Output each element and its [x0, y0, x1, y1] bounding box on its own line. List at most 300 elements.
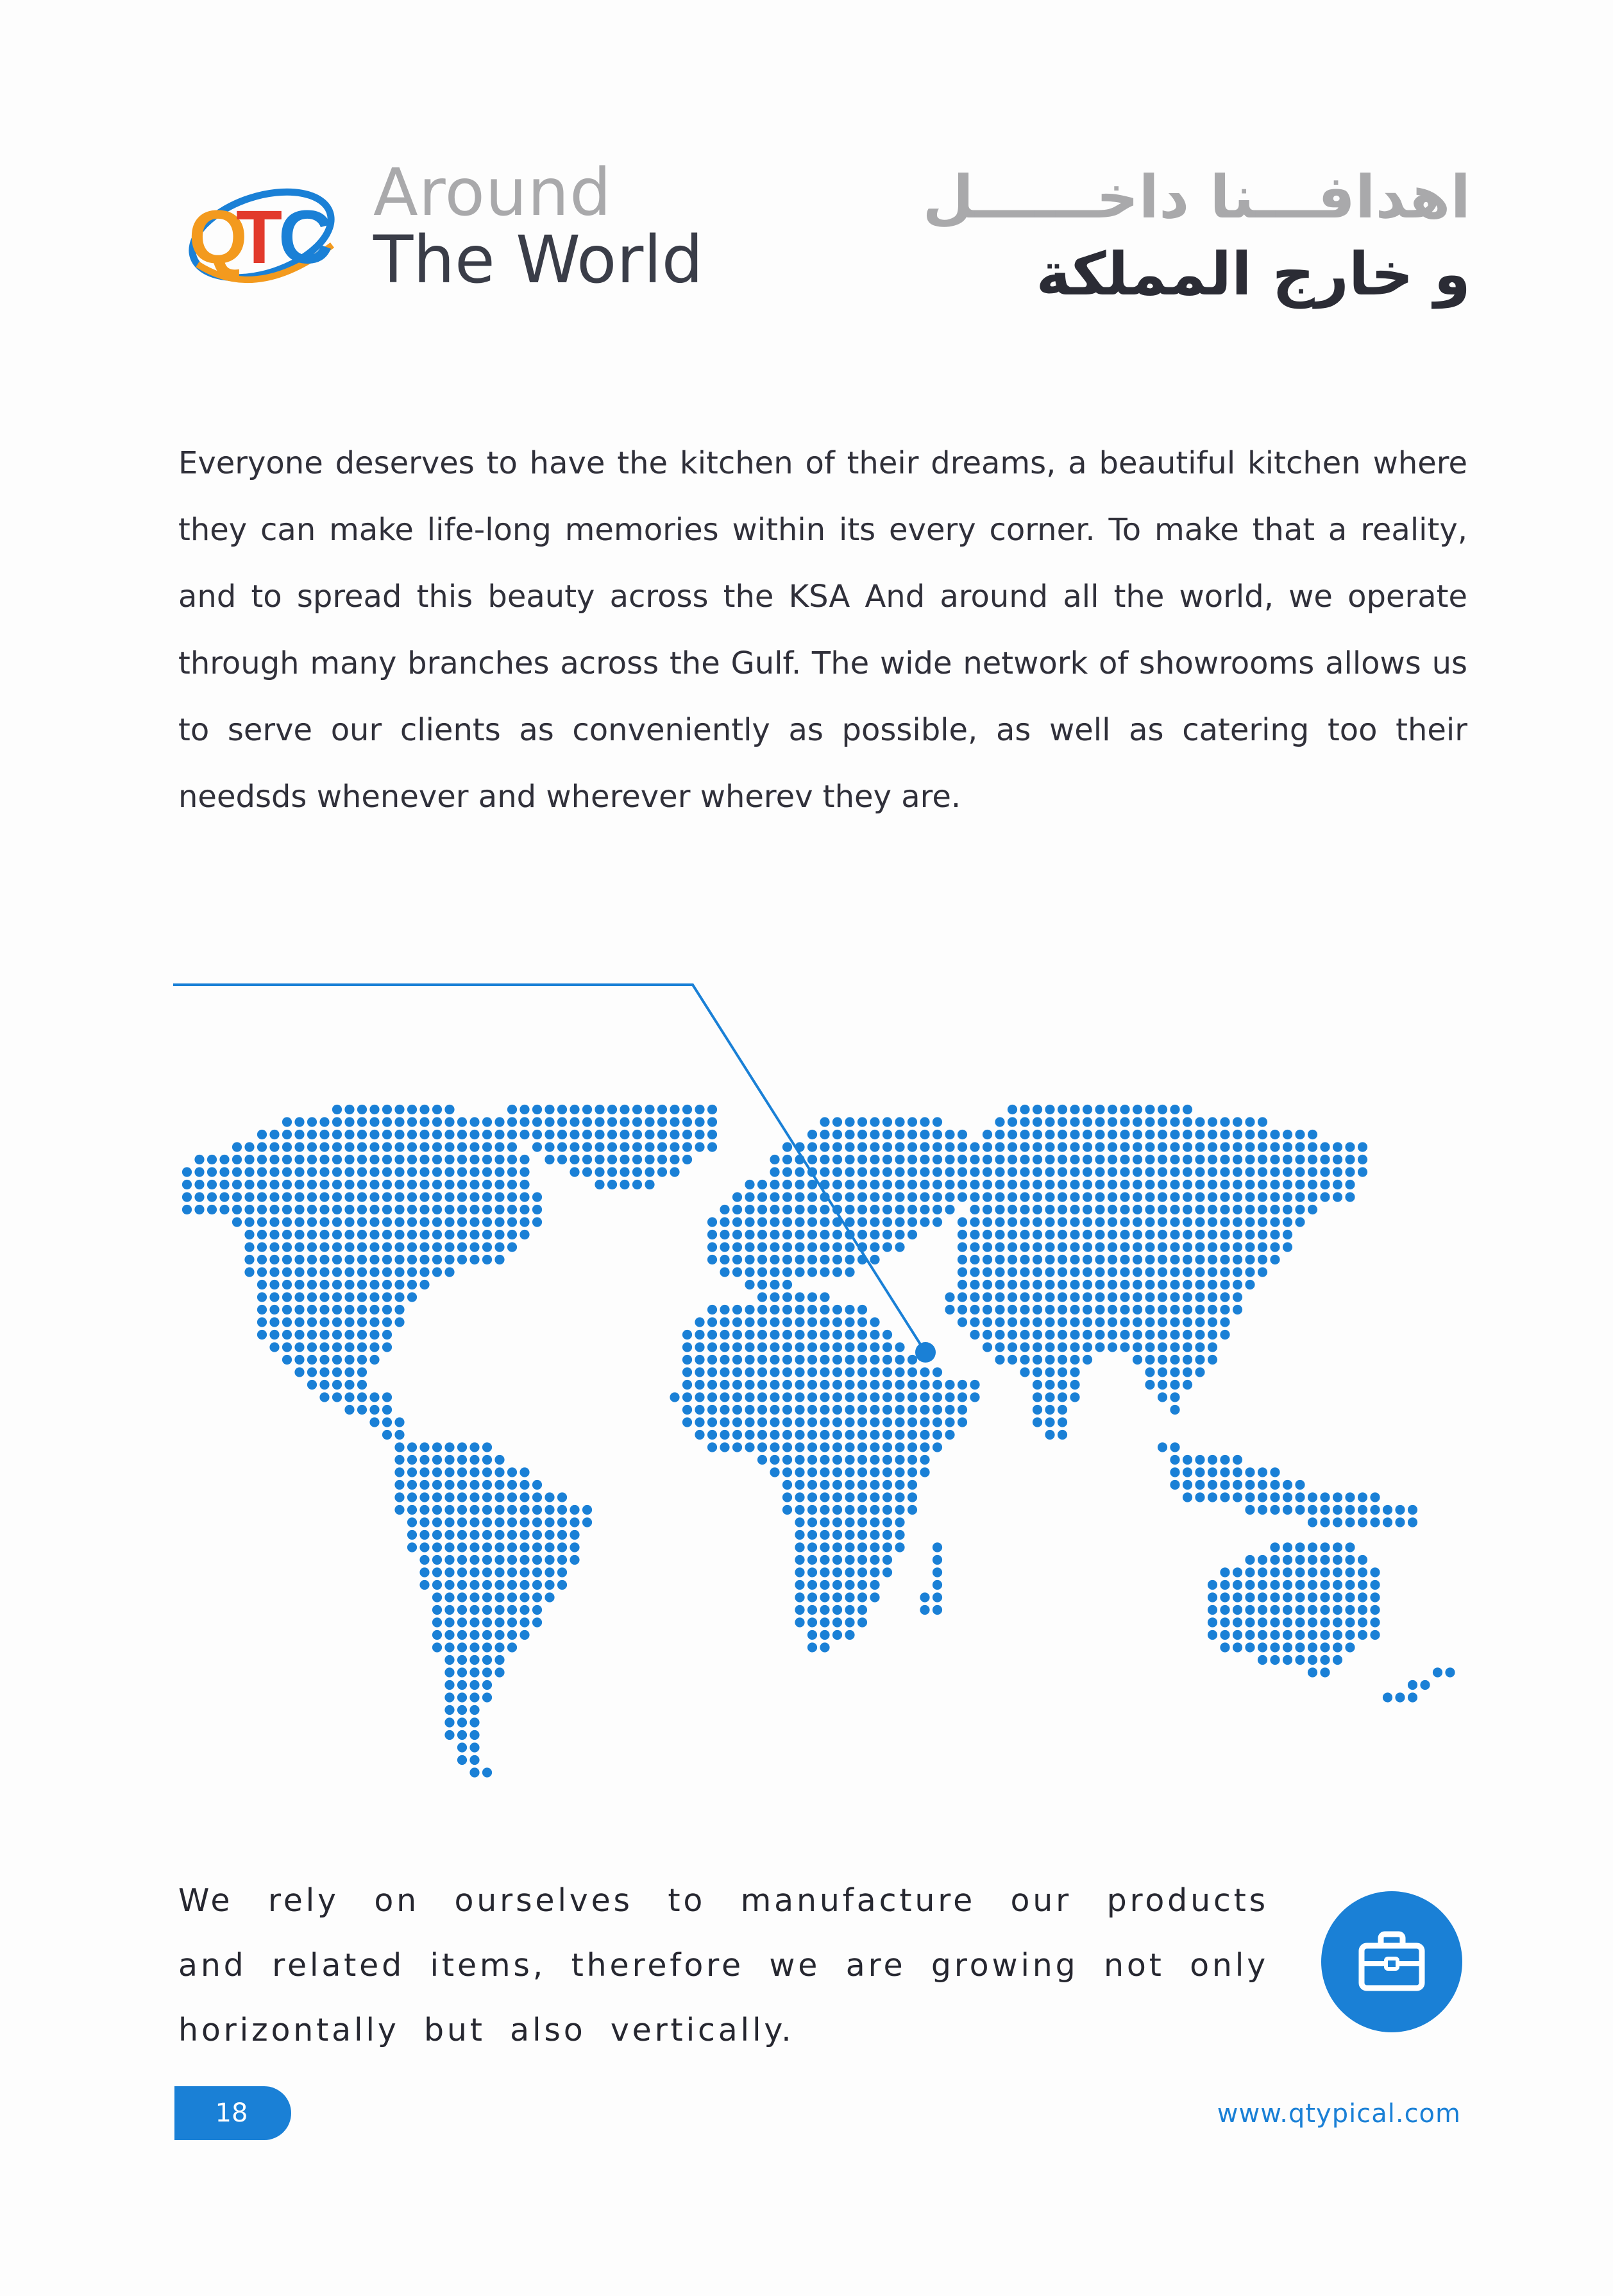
map-dot — [294, 1155, 304, 1164]
map-dot — [857, 1430, 867, 1440]
map-dot — [1095, 1267, 1104, 1277]
map-dot — [332, 1367, 342, 1377]
map-dot — [832, 1605, 842, 1615]
map-dot — [269, 1267, 279, 1277]
map-dot — [1208, 1292, 1217, 1302]
map-dot — [1070, 1292, 1079, 1302]
map-dot — [945, 1205, 954, 1214]
map-dot — [870, 1530, 879, 1540]
map-dot — [1220, 1642, 1229, 1652]
map-dot — [983, 1205, 992, 1214]
map-dot — [545, 1567, 554, 1577]
briefcase-button[interactable] — [1321, 1891, 1462, 2032]
map-dot — [1145, 1380, 1154, 1390]
map-dot — [1083, 1192, 1092, 1202]
map-dot — [807, 1130, 817, 1139]
map-dot — [908, 1367, 917, 1377]
map-dot — [557, 1580, 567, 1590]
map-dot — [307, 1117, 317, 1127]
map-dot — [570, 1105, 579, 1114]
map-dot — [344, 1267, 354, 1277]
map-dot — [920, 1417, 929, 1427]
map-dot — [970, 1180, 979, 1189]
map-dot — [782, 1467, 792, 1477]
map-dot — [1095, 1117, 1104, 1127]
map-dot — [432, 1230, 442, 1239]
map-dot — [1258, 1130, 1267, 1139]
map-dot — [482, 1667, 492, 1677]
map-dot — [657, 1117, 667, 1127]
map-dot — [444, 1680, 454, 1690]
map-dot — [857, 1567, 867, 1577]
map-dot — [632, 1167, 642, 1177]
map-dot — [1008, 1255, 1017, 1264]
map-dot — [1158, 1117, 1167, 1127]
map-dot — [1233, 1180, 1242, 1189]
map-dot — [1058, 1317, 1067, 1327]
map-dot — [745, 1180, 754, 1189]
map-dot — [757, 1205, 767, 1214]
map-dot — [294, 1205, 304, 1214]
map-dot — [1058, 1142, 1067, 1152]
map-dot — [857, 1580, 867, 1590]
map-dot — [332, 1192, 342, 1202]
map-dot — [895, 1480, 904, 1490]
map-dot — [820, 1305, 829, 1314]
map-dot — [832, 1142, 842, 1152]
map-dot — [457, 1455, 467, 1465]
map-dot — [382, 1292, 392, 1302]
map-dot — [482, 1130, 492, 1139]
map-dot — [1070, 1167, 1079, 1177]
map-dot — [469, 1480, 479, 1490]
map-dot — [1120, 1130, 1129, 1139]
map-dot — [1245, 1467, 1254, 1477]
map-dot — [970, 1330, 979, 1339]
map-dot — [432, 1630, 442, 1640]
map-dot — [1220, 1480, 1229, 1490]
map-dot — [682, 1417, 692, 1427]
map-dot — [507, 1555, 517, 1565]
map-dot — [820, 1167, 829, 1177]
map-dot — [895, 1442, 904, 1452]
map-dot — [820, 1330, 829, 1339]
map-dot — [782, 1180, 792, 1189]
map-dot — [432, 1617, 442, 1627]
map-dot — [757, 1192, 767, 1202]
map-dot — [1058, 1217, 1067, 1227]
map-dot — [294, 1242, 304, 1252]
map-dot — [494, 1505, 504, 1515]
map-dot — [707, 1367, 717, 1377]
map-dot — [945, 1130, 954, 1139]
map-dot — [507, 1217, 517, 1227]
map-dot — [1295, 1480, 1305, 1490]
map-dot — [832, 1442, 842, 1452]
map-dot — [1145, 1292, 1154, 1302]
map-dot — [832, 1180, 842, 1189]
map-dot — [432, 1205, 442, 1214]
map-dot — [1308, 1567, 1317, 1577]
map-dot — [269, 1330, 279, 1339]
map-dot — [482, 1617, 492, 1627]
map-dot — [745, 1330, 754, 1339]
map-dot — [1258, 1567, 1267, 1577]
map-dot — [232, 1142, 242, 1152]
map-dot — [507, 1480, 517, 1490]
map-dot — [995, 1242, 1004, 1252]
map-dot — [1058, 1380, 1067, 1390]
map-dot — [1108, 1305, 1117, 1314]
map-dot — [795, 1430, 804, 1440]
map-dot — [807, 1530, 817, 1540]
map-dot — [807, 1605, 817, 1615]
map-dot — [507, 1105, 517, 1114]
map-dot — [620, 1105, 629, 1114]
map-dot — [732, 1430, 742, 1440]
map-dot — [332, 1317, 342, 1327]
map-dot — [995, 1280, 1004, 1289]
map-dot — [519, 1617, 529, 1627]
map-dot — [344, 1330, 354, 1339]
map-dot — [344, 1255, 354, 1264]
map-dot — [369, 1142, 379, 1152]
map-dot — [1170, 1155, 1179, 1164]
map-dot — [770, 1255, 779, 1264]
map-dot — [1233, 1192, 1242, 1202]
map-dot — [419, 1105, 429, 1114]
map-dot — [1208, 1305, 1217, 1314]
map-dot — [1058, 1192, 1067, 1202]
map-dot — [883, 1380, 892, 1390]
map-dot — [1258, 1192, 1267, 1202]
map-dot — [394, 1242, 404, 1252]
map-dot — [294, 1292, 304, 1302]
map-dot — [832, 1317, 842, 1327]
map-dot — [908, 1230, 917, 1239]
map-dot — [970, 1267, 979, 1277]
map-dot — [845, 1392, 854, 1402]
map-dot — [895, 1217, 904, 1227]
map-dot — [444, 1192, 454, 1202]
map-dot — [282, 1155, 292, 1164]
map-dot — [219, 1205, 229, 1214]
map-dot — [632, 1117, 642, 1127]
map-dot — [457, 1742, 467, 1752]
map-dot — [745, 1192, 754, 1202]
map-dot — [532, 1555, 542, 1565]
map-dot — [807, 1567, 817, 1577]
map-dot — [1045, 1130, 1054, 1139]
map-dot — [219, 1167, 229, 1177]
map-dot — [282, 1267, 292, 1277]
map-dot — [1170, 1292, 1179, 1302]
map-dot — [1270, 1167, 1279, 1177]
map-dot — [895, 1155, 904, 1164]
map-dot — [1208, 1342, 1217, 1352]
map-dot — [382, 1180, 392, 1189]
map-dot — [1283, 1492, 1292, 1502]
map-dot — [394, 1442, 404, 1452]
map-dot — [1008, 1105, 1017, 1114]
map-dot — [1145, 1367, 1154, 1377]
map-dot — [745, 1217, 754, 1227]
map-dot — [1083, 1117, 1092, 1127]
map-dot — [219, 1192, 229, 1202]
map-dot — [795, 1230, 804, 1239]
map-dot — [1045, 1230, 1054, 1239]
map-dot — [344, 1292, 354, 1302]
map-dot — [807, 1205, 817, 1214]
map-dot — [908, 1192, 917, 1202]
map-dot — [1170, 1280, 1179, 1289]
map-dot — [720, 1355, 729, 1365]
map-dot — [770, 1180, 779, 1189]
map-dot — [469, 1167, 479, 1177]
map-dot — [1183, 1280, 1192, 1289]
map-dot — [782, 1392, 792, 1402]
map-dot — [519, 1180, 529, 1189]
map-dot — [707, 1317, 717, 1327]
map-dot — [920, 1167, 929, 1177]
map-dot — [1358, 1155, 1367, 1164]
map-dot — [1095, 1330, 1104, 1339]
map-dot — [883, 1230, 892, 1239]
map-dot — [332, 1130, 342, 1139]
map-dot — [1295, 1655, 1305, 1665]
map-dot — [832, 1592, 842, 1602]
map-dot — [857, 1617, 867, 1627]
map-dot — [1045, 1317, 1054, 1327]
map-dot — [757, 1280, 767, 1289]
map-dot — [1383, 1517, 1392, 1527]
map-dot — [1208, 1630, 1217, 1640]
map-dot — [1383, 1505, 1392, 1515]
map-dot — [1033, 1255, 1042, 1264]
map-dot — [269, 1205, 279, 1214]
map-dot — [269, 1167, 279, 1177]
map-dot — [307, 1255, 317, 1264]
map-dot — [933, 1542, 942, 1552]
map-dot — [657, 1155, 667, 1164]
map-dot — [1408, 1680, 1417, 1690]
map-dot — [682, 1355, 692, 1365]
map-dot — [469, 1767, 479, 1777]
map-dot — [332, 1205, 342, 1214]
map-dot — [1070, 1267, 1079, 1277]
map-dot — [419, 1505, 429, 1515]
map-dot — [319, 1255, 329, 1264]
map-dot — [1358, 1555, 1367, 1565]
map-dot — [570, 1555, 579, 1565]
map-dot — [1283, 1242, 1292, 1252]
map-dot — [807, 1617, 817, 1627]
map-dot — [469, 1567, 479, 1577]
map-dot — [883, 1405, 892, 1415]
map-dot — [1320, 1167, 1330, 1177]
map-dot — [532, 1192, 542, 1202]
map-dot — [319, 1117, 329, 1127]
map-dot — [983, 1155, 992, 1164]
map-dot — [807, 1192, 817, 1202]
map-dot — [1233, 1630, 1242, 1640]
map-dot — [757, 1317, 767, 1327]
map-dot — [1158, 1355, 1167, 1365]
map-dot — [695, 1142, 704, 1152]
map-dot — [532, 1605, 542, 1615]
map-dot — [757, 1230, 767, 1239]
map-dot — [832, 1230, 842, 1239]
map-dot — [695, 1355, 704, 1365]
map-dot — [1133, 1130, 1142, 1139]
map-dot — [532, 1217, 542, 1227]
map-dot — [407, 1217, 417, 1227]
map-dot — [920, 1142, 929, 1152]
map-dot — [870, 1505, 879, 1515]
map-dot — [1333, 1605, 1342, 1615]
map-dot — [1070, 1180, 1079, 1189]
map-dot — [494, 1180, 504, 1189]
map-dot — [782, 1167, 792, 1177]
map-dot — [432, 1480, 442, 1490]
map-dot — [857, 1205, 867, 1214]
map-dot — [507, 1592, 517, 1602]
map-dot — [369, 1105, 379, 1114]
map-dot — [532, 1130, 542, 1139]
map-dot — [1195, 1342, 1204, 1352]
map-dot — [845, 1542, 854, 1552]
map-dot — [757, 1305, 767, 1314]
map-dot — [557, 1117, 567, 1127]
map-dot — [1295, 1642, 1305, 1652]
map-dot — [857, 1130, 867, 1139]
map-dot — [832, 1167, 842, 1177]
map-dot — [1395, 1692, 1405, 1702]
map-dot — [519, 1592, 529, 1602]
map-dot — [494, 1117, 504, 1127]
map-dot — [1308, 1667, 1317, 1677]
map-dot — [1120, 1305, 1129, 1314]
map-dot — [507, 1192, 517, 1202]
map-dot — [682, 1405, 692, 1415]
map-dot — [1120, 1205, 1129, 1214]
map-dot — [1033, 1130, 1042, 1139]
map-dot — [1233, 1567, 1242, 1577]
map-dot — [883, 1567, 892, 1577]
map-dot — [845, 1305, 854, 1314]
map-dot — [895, 1242, 904, 1252]
map-dot — [357, 1117, 367, 1127]
map-dot — [870, 1392, 879, 1402]
map-dot — [632, 1130, 642, 1139]
map-dot — [832, 1417, 842, 1427]
map-dot — [469, 1630, 479, 1640]
map-dot — [357, 1167, 367, 1177]
map-dot — [1070, 1355, 1079, 1365]
map-dot — [757, 1242, 767, 1252]
map-dot — [883, 1330, 892, 1339]
map-dot — [1033, 1380, 1042, 1390]
map-dot — [469, 1442, 479, 1452]
map-dot — [732, 1192, 742, 1202]
map-dot — [857, 1355, 867, 1365]
map-dot — [382, 1405, 392, 1415]
map-dot — [1308, 1167, 1317, 1177]
map-dot — [1345, 1630, 1355, 1640]
map-dot — [307, 1217, 317, 1227]
map-dot — [958, 1255, 967, 1264]
map-dot — [1183, 1130, 1192, 1139]
map-dot — [357, 1155, 367, 1164]
map-dot — [1170, 1392, 1179, 1402]
map-dot — [207, 1180, 217, 1189]
map-dot — [782, 1255, 792, 1264]
map-dot — [357, 1342, 367, 1352]
map-dot — [394, 1467, 404, 1477]
map-dot — [357, 1330, 367, 1339]
map-dot — [419, 1180, 429, 1189]
map-dot — [382, 1205, 392, 1214]
map-dot — [770, 1380, 779, 1390]
map-dot — [432, 1467, 442, 1477]
map-dot — [494, 1555, 504, 1565]
map-dot — [457, 1192, 467, 1202]
map-dot — [469, 1717, 479, 1727]
map-dot — [1120, 1105, 1129, 1114]
map-dot — [482, 1542, 492, 1552]
map-dot — [857, 1392, 867, 1402]
map-dot — [945, 1142, 954, 1152]
map-dot — [444, 1155, 454, 1164]
map-dot — [807, 1467, 817, 1477]
map-dot — [857, 1442, 867, 1452]
map-dot — [507, 1130, 517, 1139]
map-dot — [407, 1167, 417, 1177]
map-dot — [432, 1255, 442, 1264]
map-dot — [782, 1305, 792, 1314]
map-dot — [1145, 1205, 1154, 1214]
map-dot — [908, 1417, 917, 1427]
map-dot — [720, 1380, 729, 1390]
map-dot — [832, 1505, 842, 1515]
map-dot — [1283, 1580, 1292, 1590]
map-dot — [832, 1392, 842, 1402]
map-dot — [432, 1605, 442, 1615]
website-link[interactable]: www.qtypical.com — [1217, 2099, 1461, 2129]
map-dot — [645, 1180, 654, 1189]
map-dot — [557, 1517, 567, 1527]
map-dot — [532, 1142, 542, 1152]
map-dot — [720, 1205, 729, 1214]
map-dot — [933, 1380, 942, 1390]
map-dot — [244, 1192, 254, 1202]
map-dot — [995, 1205, 1004, 1214]
map-dot — [632, 1180, 642, 1189]
map-dot — [983, 1292, 992, 1302]
map-dot — [857, 1517, 867, 1527]
map-dot — [707, 1392, 717, 1402]
map-dot — [870, 1242, 879, 1252]
map-dot — [344, 1367, 354, 1377]
map-dot — [845, 1230, 854, 1239]
map-dot — [945, 1392, 954, 1402]
map-dot — [419, 1117, 429, 1127]
map-dot — [332, 1105, 342, 1114]
map-dot — [1208, 1355, 1217, 1365]
map-dot — [532, 1105, 542, 1114]
map-dot — [983, 1142, 992, 1152]
map-dot — [920, 1205, 929, 1214]
